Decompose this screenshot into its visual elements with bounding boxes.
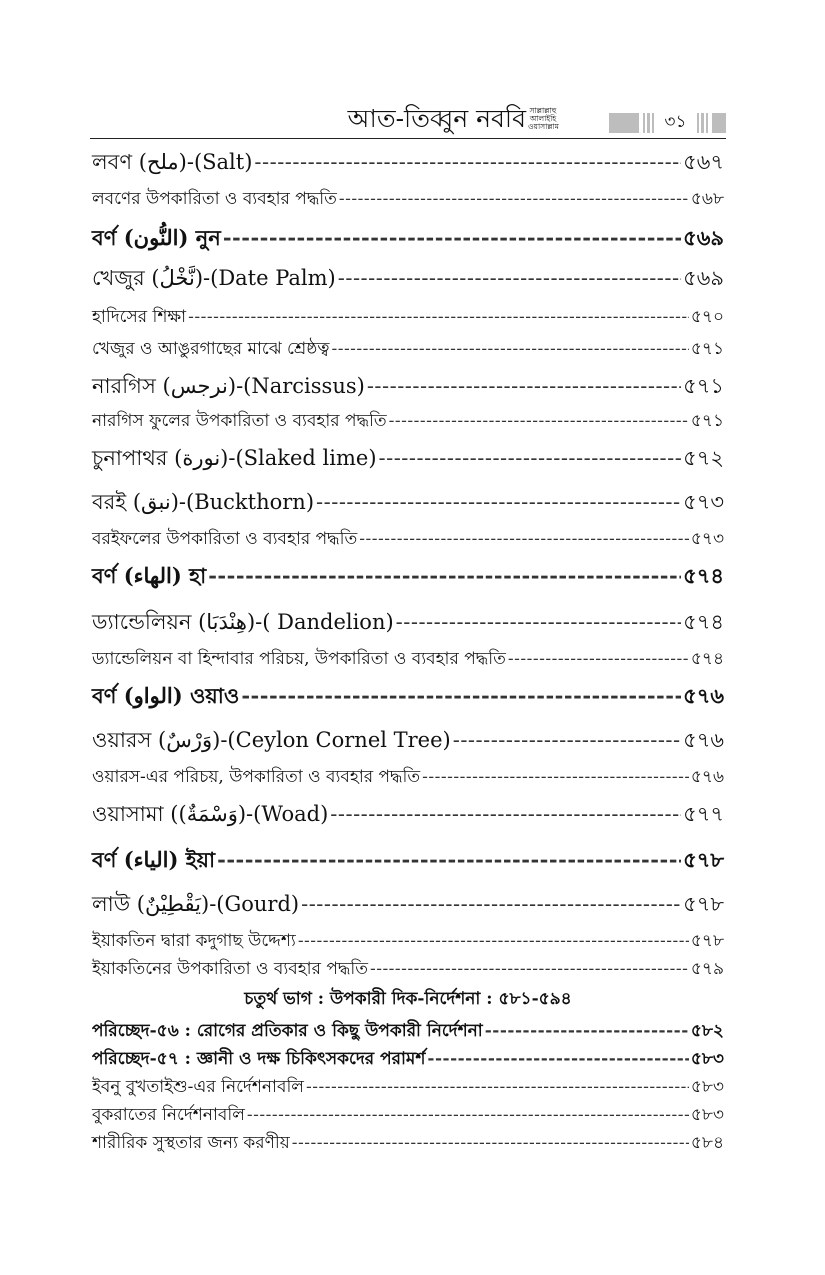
- toc-entry-label: ড্যান্ডেলিয়ন (هِنْدَبَا)-( Dandelion): [92, 610, 394, 634]
- toc-entry-label: ওয়ারস (وَرْسٌ)-(Ceylon Cornel Tree): [92, 728, 451, 752]
- toc-row: [92, 1130, 724, 1158]
- toc-entry-label: লবণের উপকারিতা ও ব্যবহার পদ্ধতি: [92, 189, 337, 209]
- toc-entry-label: ওয়ারস-এর পরিচয়, উপকারিতা ও ব্যবহার পদ্ধতি: [92, 767, 421, 787]
- toc-row: [92, 606, 724, 641]
- dot-leader: [301, 892, 681, 916]
- header-decoration: [609, 109, 726, 137]
- toc-entry-label: লবণ (ملح)-(Salt): [92, 150, 253, 174]
- toc-entry-label: ওয়াসামা ((وَسْمَةٌ)-(Woad): [92, 802, 329, 826]
- toc-page-number: ৫৮৩: [690, 1105, 724, 1125]
- toc-entry-label: বর্ণ (الهاء) হা: [92, 563, 207, 588]
- toc-row: [92, 798, 724, 833]
- dot-leader: [508, 649, 689, 669]
- toc-entry-label: ইবনু বুখতাইশু-এর নির্দেশনাবলি: [92, 1077, 304, 1097]
- dot-leader: [339, 189, 689, 209]
- toc-entry-label: চুনাপাথর (نورة)-(Slaked lime): [92, 446, 377, 470]
- toc-section-heading: [92, 680, 724, 715]
- toc-entry-label: হাদিসের শিক্ষা: [92, 307, 187, 327]
- toc-page-number: ৫৭৩: [690, 529, 724, 549]
- toc-page-number: ৫৭৮: [683, 892, 724, 916]
- toc-section-heading: [92, 844, 724, 879]
- toc-row: [92, 486, 724, 521]
- dot-leader: [338, 266, 681, 290]
- toc-page-number: ৫৬৭: [683, 150, 724, 174]
- dot-leader: [247, 1105, 689, 1125]
- dot-leader: [298, 931, 689, 951]
- toc-entry-label: বরইফলের উপকারিতা ও ব্যবহার পদ্ধতি: [92, 529, 358, 549]
- toc-entry-label: বুকরাতের নির্দেশনাবলি: [92, 1105, 245, 1125]
- dot-leader: [367, 374, 681, 398]
- toc-entry-label: বর্ণ (الياء) ইয়া: [92, 847, 216, 872]
- dot-leader: [422, 767, 689, 787]
- toc-page-number: ৫৮২: [690, 1021, 724, 1041]
- dot-leader: [254, 150, 681, 174]
- toc-page-number: ৫৭৬: [690, 767, 724, 787]
- toc-row: [92, 1102, 724, 1130]
- toc-entry-label: নারগিস ফুলের উপকারিতা ও ব্যবহার পদ্ধতি: [92, 411, 387, 431]
- toc-entry-label: শারীরিক সুস্থতার জন্য করণীয়: [92, 1133, 290, 1153]
- toc-page-number: ৫৭৬: [683, 683, 724, 708]
- toc-entry-label: নারগিস (نرجس)-(Narcissus): [92, 374, 365, 398]
- honorific-badge: সাল্লাল্লাহু আলাইহি ওয়াসাল্লাম: [528, 106, 559, 131]
- toc-entry-label: বরই (نبق)-(Buckthorn): [92, 490, 315, 514]
- toc-page-number: ৫৭৯: [690, 959, 724, 979]
- toc-entry-label: খেজুর ও আঙুরগাছের মাঝে শ্রেষ্ঠত্ব: [92, 339, 330, 359]
- bar-block-left: [609, 113, 639, 133]
- toc-page-number: ৫৭৮: [683, 847, 724, 872]
- toc-page-number: ৫৮৩: [690, 1049, 724, 1069]
- book-title: আত-তিব্বুন নববি: [347, 104, 526, 133]
- running-header: [90, 104, 726, 139]
- dot-leader: [330, 802, 681, 826]
- toc-page-number: ৫৭২: [683, 446, 724, 470]
- toc-row: [92, 646, 724, 674]
- toc-page-number: ৫৭০: [690, 307, 724, 327]
- toc-page-number: ৫৮৩: [690, 1077, 724, 1097]
- toc-page-number: ৫৭১: [690, 339, 724, 359]
- dot-leader: [306, 1077, 689, 1097]
- toc-page-number: ৫৮৪: [690, 1133, 724, 1153]
- toc-entry-label: ইয়াকতিনের উপকারিতা ও ব্যবহার পদ্ধতি: [92, 959, 368, 979]
- toc-page-number: ৫৭৪: [683, 563, 724, 588]
- toc-page-number: ৫৬৯: [683, 225, 724, 250]
- dot-leader: [208, 563, 681, 588]
- toc-entry-label: ড্যান্ডেলিয়ন বা হিন্দাবার পরিচয়, উপকারিতা ও ব্যবহার পদ্ধতি: [92, 649, 506, 669]
- toc-row: [92, 928, 724, 956]
- dot-leader: [241, 683, 681, 708]
- toc-page-number: ৫৭১: [683, 374, 724, 398]
- page-number: ৩১: [664, 112, 687, 132]
- toc-row: [92, 370, 724, 405]
- bar-group-right: [697, 113, 709, 133]
- toc-page-number: ৫৭৩: [683, 490, 724, 514]
- dot-leader: [217, 847, 681, 872]
- toc-chapter-row: [92, 1046, 724, 1074]
- toc-page-number: ৫৭৪: [690, 649, 724, 669]
- toc-row: [92, 526, 724, 554]
- toc-entry-label: ইয়াকতিন দ্বারা কদুগাছ উদ্দেশ্য: [92, 931, 296, 951]
- toc-section-heading: [92, 560, 724, 595]
- dot-leader: [379, 446, 682, 470]
- dot-leader: [331, 339, 688, 359]
- toc-entry-label: লাউ (يَقْطِيْنٌ)-(Gourd): [92, 892, 300, 916]
- dot-leader: [427, 1049, 688, 1069]
- dot-leader: [396, 610, 681, 634]
- dot-leader: [223, 225, 681, 250]
- toc-page-number: ৫৭৮: [690, 931, 724, 951]
- toc-entry-label: বর্ণ (الواو) ওয়াও: [92, 683, 240, 708]
- toc-row: [92, 764, 724, 792]
- dot-leader: [359, 529, 689, 549]
- toc-row: [92, 956, 724, 984]
- toc-row: [92, 304, 724, 332]
- toc-row: [92, 336, 724, 364]
- toc-row: [92, 186, 724, 214]
- toc-row: [92, 442, 724, 477]
- toc-page-number: ৫৭৭: [683, 802, 724, 826]
- toc-entry-label: বর্ণ (النُّون) নুন: [92, 225, 221, 250]
- toc-entry-label: খেজুর (نَّخْلُ)-(Date Palm): [92, 266, 336, 290]
- toc-page-number: ৫৭১: [690, 411, 724, 431]
- dot-leader: [188, 307, 689, 327]
- toc-row: [92, 408, 724, 436]
- dot-leader: [453, 728, 681, 752]
- dot-leader: [370, 959, 689, 979]
- toc-section-heading: [92, 222, 724, 257]
- toc-row: [92, 1074, 724, 1102]
- toc-chapter-row: [92, 1018, 724, 1046]
- toc-row: [92, 724, 724, 759]
- part-heading: চতুর্থ ভাগ : উপকারী দিক-নির্দেশনা : ৫৮১-৫৯৪: [244, 989, 572, 1009]
- bar-group-left: [643, 113, 655, 133]
- toc-row: [92, 888, 724, 923]
- dot-leader: [316, 490, 681, 514]
- toc-entry-label: পরিচ্ছেদ-৫৬ : রোগের প্রতিকার ও কিছু উপকারী নির্দেশনা: [92, 1021, 483, 1041]
- toc-row: [92, 262, 724, 297]
- toc-page-number: ৫৬৯: [683, 266, 724, 290]
- bar-block-right: [712, 113, 726, 133]
- dot-leader: [485, 1021, 689, 1041]
- dot-leader: [389, 411, 689, 431]
- toc-row: [92, 146, 724, 181]
- dot-leader: [292, 1133, 689, 1153]
- toc-page-number: ৫৭৬: [683, 728, 724, 752]
- toc-page-number: ৫৬৮: [690, 189, 724, 209]
- toc-entry-label: পরিচ্ছেদ-৫৭ : জ্ঞানী ও দক্ষ চিকিৎসকদের পরামর্শ: [92, 1049, 426, 1069]
- toc-page-number: ৫৭৪: [683, 610, 724, 634]
